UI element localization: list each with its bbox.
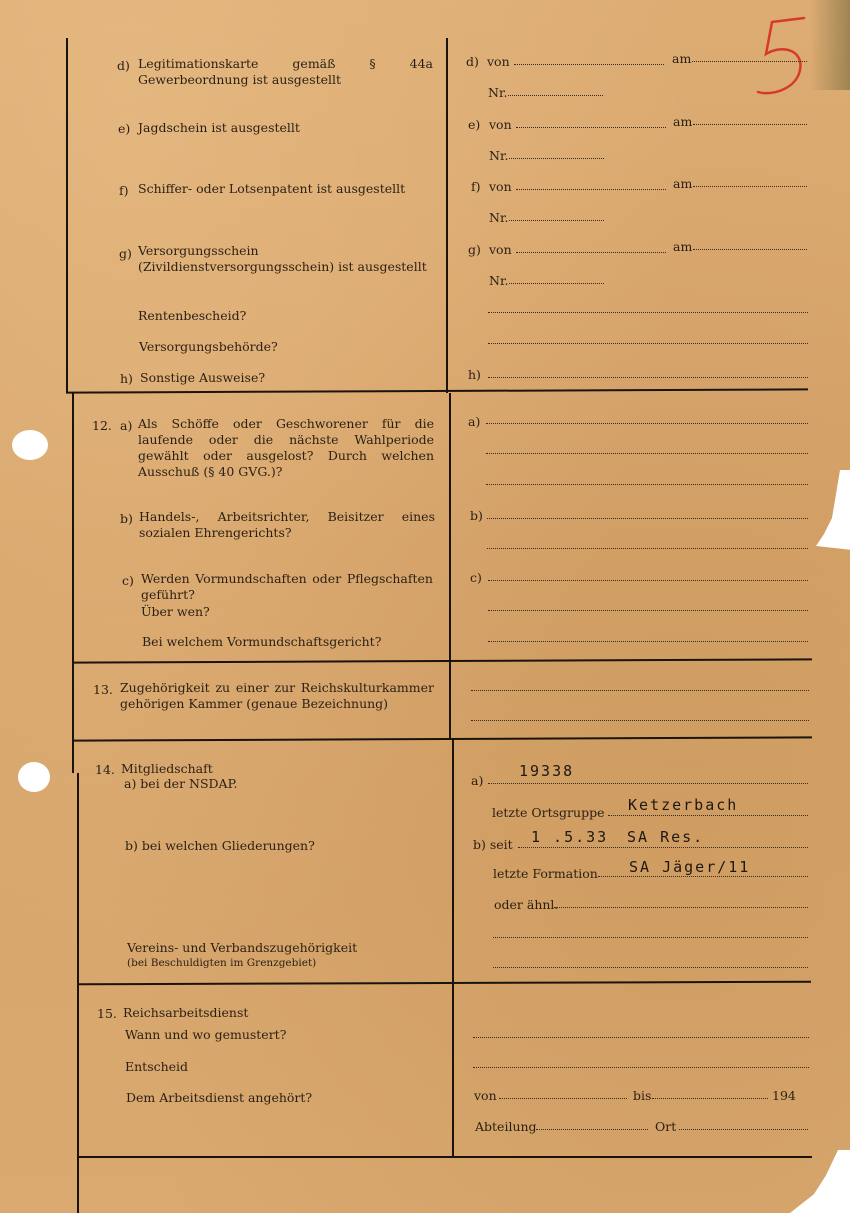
- answer-d-von: von: [487, 54, 510, 69]
- answer-g-von: von: [489, 242, 512, 257]
- answer14-oder-field[interactable]: [554, 907, 808, 908]
- answer14-unit-typed: SA Res.: [627, 828, 705, 846]
- answer-g-am-field[interactable]: [693, 249, 807, 250]
- section14-title: Mitgliedschaft: [121, 761, 213, 776]
- left-margin-line: [66, 38, 68, 393]
- answer12-b-label: b): [470, 508, 483, 523]
- answer15-bis-field[interactable]: [652, 1098, 768, 1099]
- answer12-a-field-1[interactable]: [486, 423, 808, 424]
- section12-number: 12.: [92, 418, 112, 433]
- versorgungsbehoerde-label: Versorgungsbehörde?: [139, 339, 278, 354]
- section12-c-text: Werden Vormundschaften oder Pflegschaften geführt?: [141, 571, 433, 602]
- answer14-a-label: a): [471, 773, 484, 788]
- answer14-ortsgruppe-typed: Ketzerbach: [628, 796, 739, 814]
- item-g-text: Versorgungsschein (Zivildienstversorgungsschein) ist ausgestellt: [138, 243, 427, 274]
- answer-g-von-field[interactable]: [516, 252, 666, 253]
- answer-f-von: von: [489, 179, 512, 194]
- paper-tear: [812, 470, 850, 550]
- item-d-text: Legitimationskarte gemäß § 44a Gewerbeordnung ist ausgestellt: [138, 56, 433, 87]
- section13-text: Zugehörigkeit zu einer zur Reichskulturkammer gehörigen Kammer (genaue Bezeichnung): [120, 680, 434, 711]
- answer14-extra-field-1[interactable]: [493, 937, 808, 938]
- handwritten-page-mark: [752, 10, 822, 100]
- answer-e-von-field[interactable]: [516, 127, 666, 128]
- answer14-formation-label: letzte Formation: [493, 866, 598, 881]
- column-divider-1: [446, 38, 448, 393]
- answer-f-am-field[interactable]: [693, 186, 807, 187]
- punch-hole-bottom: [18, 762, 50, 792]
- column-divider-3: [452, 739, 454, 1157]
- answer14-oder-label: oder ähnl.: [494, 897, 559, 912]
- answer-d-label: d): [466, 54, 479, 69]
- answer-g-nr-field[interactable]: [509, 283, 604, 284]
- answer14-formation-typed: SA Jäger/11: [629, 858, 751, 876]
- item-d-label: d): [117, 58, 130, 73]
- answer12-b-field-1[interactable]: [487, 518, 808, 519]
- section12-a-text: Als Schöffe oder Geschworener für die laufende oder die nächste Wahlperiode gewählt oder ausgelost? Durch welchen Ausschuß (§ 40 GVG.)?: [138, 416, 434, 479]
- answer14-year-typed: 19338: [519, 762, 575, 780]
- rentenbescheid-label: Rentenbescheid?: [138, 308, 247, 323]
- item-f-label: f): [119, 183, 129, 198]
- answer-d-am: am: [672, 51, 692, 66]
- answer-e-nr: Nr.: [489, 148, 509, 163]
- section14-verein: Vereins- und Verbandszugehörigkeit: [127, 940, 358, 955]
- section15-q2: Entscheid: [125, 1059, 189, 1074]
- answer15-abteilung-field[interactable]: [536, 1129, 648, 1130]
- answer-e-von: von: [489, 117, 512, 132]
- answer-d-nr-field[interactable]: [508, 95, 603, 96]
- answer15-abteilung: Abteilung: [475, 1119, 537, 1134]
- answer15-field-2[interactable]: [473, 1067, 809, 1068]
- answer12-c-field-3[interactable]: [488, 641, 808, 642]
- answer14-extra-field-2[interactable]: [493, 967, 808, 968]
- punch-hole-top: [12, 430, 48, 460]
- section14-number: 14.: [95, 762, 115, 777]
- answer12-c-field-2[interactable]: [488, 610, 808, 611]
- answer13-field-2[interactable]: [471, 720, 809, 721]
- answer-d-am-field[interactable]: [692, 61, 807, 62]
- answer15-von: von: [474, 1088, 497, 1103]
- answer15-year: 194: [772, 1088, 796, 1103]
- answer15-ort-field[interactable]: [679, 1129, 808, 1130]
- answer-f-nr: Nr.: [489, 210, 509, 225]
- section12-c-label: c): [122, 573, 134, 588]
- row-rule-5: [77, 1156, 812, 1158]
- section12-a-label: a): [120, 418, 133, 433]
- left-margin-line-2: [72, 393, 74, 773]
- section15-q1: Wann und wo gemustert?: [125, 1027, 287, 1042]
- answer14-ortsgruppe-field[interactable]: [608, 815, 808, 816]
- answer-h-field[interactable]: [488, 377, 808, 378]
- item-e-text: Jagdschein ist ausgestellt: [138, 120, 300, 135]
- row-rule-4: [77, 981, 811, 985]
- answer-g-label: g): [468, 242, 481, 257]
- answer14-b-label: b) seit: [473, 837, 513, 852]
- section14-a-text: a) bei der NSDAP.: [124, 776, 238, 791]
- answer12-a-field-2[interactable]: [486, 453, 808, 454]
- row-rule-2: [72, 658, 812, 663]
- item-h-label: h): [120, 371, 133, 386]
- answer15-von-field[interactable]: [499, 1098, 627, 1099]
- section14-b-text: b) bei welchen Gliederungen?: [125, 838, 315, 853]
- answer14-ortsgruppe-label: letzte Ortsgruppe: [492, 805, 605, 820]
- row-rule-1: [66, 388, 808, 393]
- section14-verein-note: (bei Beschuldigten im Grenzgebiet): [127, 957, 317, 969]
- item-g-label: g): [119, 246, 132, 261]
- row-rule-3: [74, 736, 812, 741]
- section12-c-court: Bei welchem Vormundschaftsgericht?: [142, 634, 382, 649]
- answer12-b-field-2[interactable]: [487, 548, 808, 549]
- answer15-ort: Ort: [655, 1119, 677, 1134]
- item-h-text: Sonstige Ausweise?: [140, 370, 266, 385]
- item-e-label: e): [118, 121, 131, 136]
- section13-number: 13.: [93, 682, 113, 697]
- answer-d-nr: Nr.: [488, 85, 508, 100]
- answer-e-label: e): [468, 117, 481, 132]
- item-f-text: Schiffer- oder Lotsenpatent ist ausgestellt: [138, 181, 406, 196]
- section12-b-text: Handels-, Arbeitsrichter, Beisitzer eines sozialen Ehrengerichts?: [139, 509, 435, 540]
- section15-title: Reichsarbeitsdienst: [123, 1005, 249, 1020]
- answer-f-nr-field[interactable]: [509, 220, 604, 221]
- answer-versorgung-field[interactable]: [488, 343, 808, 344]
- answer-g-am: am: [673, 239, 693, 254]
- answer-f-am: am: [673, 176, 693, 191]
- answer12-c-field-1[interactable]: [488, 580, 808, 581]
- answer12-a-label: a): [468, 414, 481, 429]
- answer-d-von-field[interactable]: [514, 64, 664, 65]
- answer14-a-field[interactable]: [488, 783, 808, 784]
- answer14-date-typed: 1 .5.33: [531, 828, 609, 846]
- answer14-b-field[interactable]: [518, 847, 808, 848]
- answer-g-nr: Nr.: [489, 273, 509, 288]
- answer-f-label: f): [471, 179, 481, 194]
- answer-e-nr-field[interactable]: [509, 158, 604, 159]
- section12-c-sub: Über wen?: [141, 604, 210, 619]
- answer-e-am: am: [673, 114, 693, 129]
- answer12-a-field-3[interactable]: [486, 484, 808, 485]
- section15-q3: Dem Arbeitsdienst angehört?: [126, 1090, 313, 1105]
- section15-number: 15.: [97, 1006, 117, 1021]
- paper-tear-bottom: [790, 1150, 850, 1213]
- answer13-field-1[interactable]: [471, 690, 809, 691]
- answer15-bis: bis: [633, 1088, 652, 1103]
- answer-e-am-field[interactable]: [693, 124, 807, 125]
- answer12-c-label: c): [470, 570, 482, 585]
- left-margin-line-3: [77, 773, 79, 1213]
- section12-b-label: b): [120, 511, 133, 526]
- answer-h-label: h): [468, 367, 481, 382]
- answer15-field-1[interactable]: [473, 1037, 809, 1038]
- answer-f-von-field[interactable]: [516, 189, 666, 190]
- answer14-formation-field[interactable]: [598, 876, 808, 877]
- column-divider-2: [449, 393, 451, 739]
- answer-renten-field[interactable]: [488, 312, 808, 313]
